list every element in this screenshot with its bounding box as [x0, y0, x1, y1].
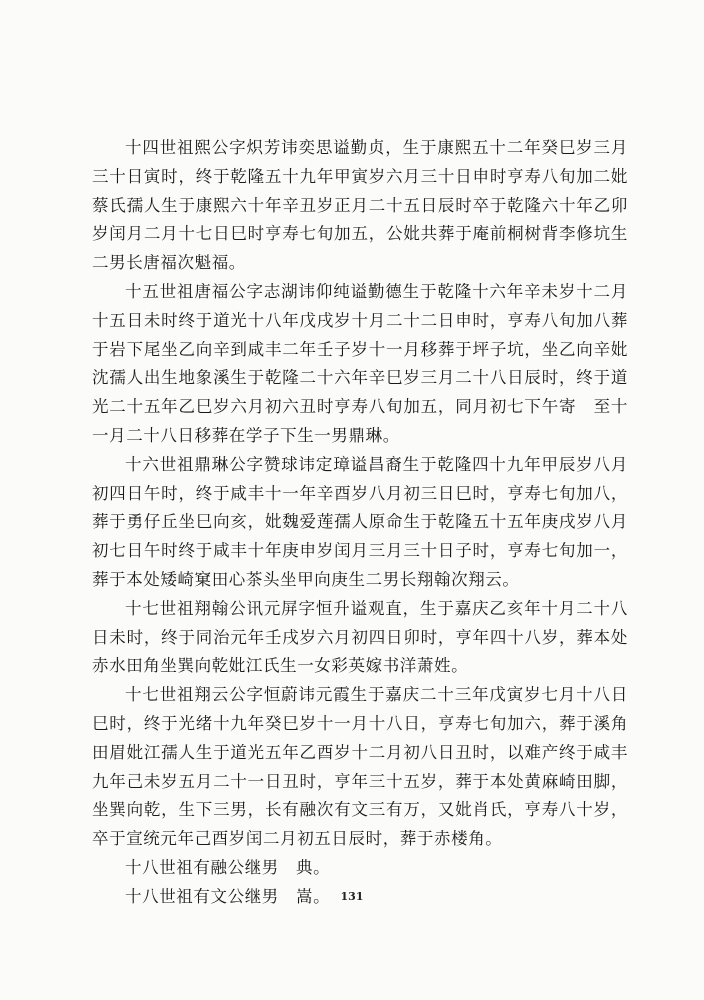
- paragraph-16th-ancestor: 十六世祖鼎琳公字赞球讳定璋谥昌裔生于乾隆四十九年甲辰岁八月初四日午时，终于咸丰十一年辛酉岁八月初三日巳时，亨寿七旬加八，葬于勇仔丘坐巳向亥，妣魏爱莲孺人原命生于乾隆五十五年庚戌岁八月初七日午时终于咸丰十年庚申岁闰月三月三十日子时，亨寿七旬加一，葬于本处矮崎窠田心茶头坐甲向庚生二男长翔翰次翔云。: [92, 454, 628, 589]
- paragraph-17th-ancestor-xianghan: 十七世祖翔翰公讯元屏字恒升谥观直，生于嘉庆乙亥年十月二十八日未时，终于同治元年壬戌岁六月初四日卯时，亨年四十八岁，葬本处赤水田角坐巽向乾妣江氏生一女彩英嫁书洋萧姓。: [92, 598, 628, 676]
- paragraph-18th-ancestor-youwen: 十八世祖有文公继男 嵩。: [125, 886, 331, 906]
- paragraph-14th-ancestor: 十四世祖熙公字炽芳讳奕思谥勤贞，生于康熙五十二年癸巳岁三月三十日寅时，终于乾隆五十九年甲寅岁六月三十日申时亨寿八旬加二妣蔡氏孺人生于康熙六十年辛丑岁正月二十五日辰时卒于乾隆六十年乙卯岁闰月二月十七日巳时亨寿七旬加五，公妣共葬于庵前桐树背李修坑生二男长唐福次魁福。: [92, 138, 628, 273]
- paragraph-15th-ancestor: 十五世祖唐福公字志湖讳仰纯谥勤德生于乾隆十六年辛未岁十二月十五日未时终于道光十八年戊戌岁十月二十二日申时，亨寿八旬加八葬于岩下尾坐乙向辛到咸丰二年壬子岁十一月移葬于坪子坑，坐乙向辛妣沈孺人出生地象溪生于乾隆二十六年辛巳岁三月二十八日辰时，终于道光二十五年乙巳岁六月初六丑时亨寿八旬加五，同月初七下午寄 至十一月二十八日移葬在学子下生一男鼎琳。: [92, 281, 628, 445]
- page-number: 131: [340, 890, 364, 903]
- paragraph-18th-ancestor-yourong: 十八世祖有融公继男 典。: [125, 857, 331, 877]
- paragraph-17th-ancestor-xiangyun: 十七世祖翔云公字恒蔚讳元霞生于嘉庆二十三年戊寅岁七月十八日巳时，终于光绪十九年癸巳岁十一月十八日，亨寿七旬加六，葬于溪角田眉妣江孺人生于道光五年乙酉岁十二月初八日丑时，以难产终于咸丰九年己未岁五月二十一日丑时，亨年三十五岁，葬于本处黄麻崎田脚，坐巽向乾，生下三男，长有融次有文三有万，又妣肖氏，亨寿八十岁，卒于宣统元年己酉岁闰二月初五日辰时，葬于赤楼角。: [92, 685, 628, 849]
- genealogy-text: [92, 134, 628, 912]
